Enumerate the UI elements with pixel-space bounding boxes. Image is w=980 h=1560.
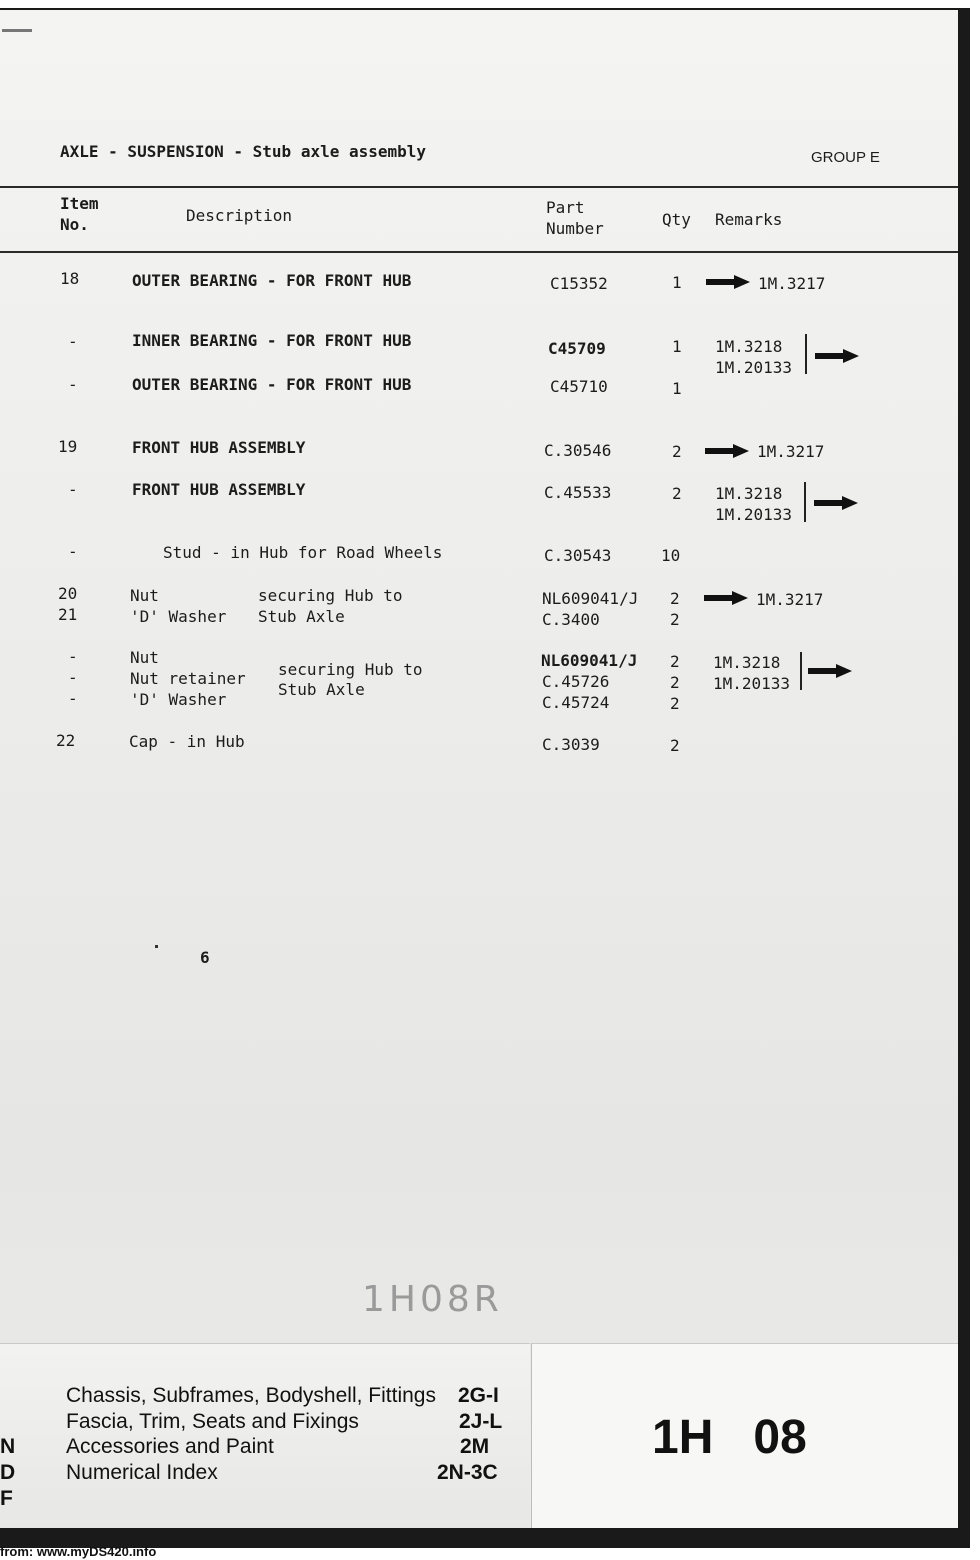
right-arrow-icon — [706, 275, 750, 289]
quantity: 2 — [672, 484, 682, 503]
item-no: - — [68, 689, 78, 708]
item-description: 'D' Washer — [130, 690, 227, 709]
quantity: 2 — [670, 673, 680, 692]
right-arrow-icon — [815, 349, 859, 363]
item-description: Nut — [130, 648, 159, 667]
part-number: C.45726 — [542, 672, 610, 691]
item-description: Nut — [130, 586, 159, 605]
item-no: 19 — [58, 437, 78, 456]
item-no: 20 — [58, 584, 78, 603]
item-description: FRONT HUB ASSEMBLY — [132, 480, 306, 499]
source-credit: from: www.myDS420.info — [0, 1544, 157, 1559]
part-number: NL609041/J — [541, 651, 638, 670]
index-code: 2N-3C — [437, 1461, 498, 1484]
col-description: Description — [186, 206, 292, 225]
stray-dot — [155, 945, 158, 948]
remark-bracket — [800, 652, 802, 690]
part-number: C.45724 — [542, 693, 610, 712]
item-description: Stud - in Hub for Road Wheels — [163, 543, 443, 562]
part-number: NL609041/J — [542, 589, 639, 608]
item-description: OUTER BEARING - FOR FRONT HUB — [132, 271, 412, 290]
item-no: - — [68, 542, 78, 561]
col-qty: Qty — [662, 210, 691, 229]
quantity: 2 — [670, 589, 680, 608]
remark: 1M.3217 — [758, 274, 826, 293]
item-no: - — [68, 480, 78, 499]
margin-letter: D — [0, 1461, 16, 1484]
index-code: 2M — [460, 1435, 490, 1458]
margin-letter: N — [0, 1435, 16, 1458]
remark-to: 1M.20133 — [715, 358, 793, 377]
part-number: C.3400 — [542, 610, 600, 629]
item-no: 22 — [56, 731, 76, 750]
index-label: Chassis, Subframes, Bodyshell, Fittings — [66, 1384, 436, 1407]
remark-from: 1M.3218 — [713, 653, 781, 672]
remark: 1M.3217 — [757, 442, 825, 461]
header-top-rule — [0, 186, 958, 188]
margin-letter: F — [0, 1487, 13, 1510]
item-no: - — [68, 375, 78, 394]
remark-bracket — [805, 334, 807, 374]
index-label: Fascia, Trim, Seats and Fixings — [66, 1410, 359, 1433]
quantity: 2 — [670, 694, 680, 713]
part-number: C.30546 — [544, 441, 612, 460]
index-label: Numerical Index — [66, 1461, 218, 1484]
col-part-line2: Number — [546, 219, 604, 238]
brace-note: securing Hub to — [278, 660, 423, 679]
fiche-number-panel — [531, 1343, 958, 1528]
page-title: AXLE - SUSPENSION - Stub axle assembly — [60, 142, 427, 161]
brace-note: securing Hub to — [258, 586, 403, 605]
remark-bracket — [804, 482, 806, 522]
item-description: FRONT HUB ASSEMBLY — [132, 438, 306, 457]
right-arrow-icon — [814, 496, 858, 510]
remark-from: 1M.3218 — [715, 484, 783, 503]
fiche-index-panel — [0, 1343, 530, 1528]
item-no: 21 — [58, 605, 78, 624]
remark: 1M.3217 — [756, 590, 824, 609]
part-number: C.3039 — [542, 735, 600, 754]
item-description: OUTER BEARING - FOR FRONT HUB — [132, 375, 412, 394]
brace-note: Stub Axle — [278, 680, 365, 699]
quantity: 1 — [672, 379, 682, 398]
col-remarks: Remarks — [715, 210, 783, 229]
part-number: C15352 — [550, 274, 608, 293]
remark-to: 1M.20133 — [715, 505, 793, 524]
item-description: INNER BEARING - FOR FRONT HUB — [132, 331, 412, 350]
remark-to: 1M.20133 — [713, 674, 791, 693]
index-code: 2G-I — [458, 1384, 499, 1407]
group-label: GROUP E — [811, 149, 880, 166]
quantity: 1 — [672, 273, 682, 292]
remark-from: 1M.3218 — [715, 337, 783, 356]
header-bottom-rule — [0, 251, 958, 253]
item-no: - — [68, 647, 78, 666]
item-no: 18 — [60, 269, 80, 288]
right-arrow-icon — [808, 664, 852, 678]
index-code: 2J-L — [459, 1410, 503, 1433]
stray-mark: 6 — [200, 948, 210, 967]
item-no: - — [68, 668, 78, 687]
part-number: C45710 — [550, 377, 608, 396]
parts-catalogue-page — [0, 10, 958, 1528]
item-description: Nut retainer — [130, 669, 246, 688]
fiche-number: 1H 08 — [652, 1411, 807, 1464]
col-item-line1: Item — [60, 194, 99, 213]
part-number: C.30543 — [544, 546, 612, 565]
part-number: C.45533 — [544, 483, 612, 502]
quantity: 10 — [661, 546, 681, 565]
item-description: Cap - in Hub — [129, 732, 245, 751]
corner-mark — [2, 29, 32, 32]
right-arrow-icon — [704, 591, 748, 605]
handwritten-note: 1H08R — [362, 1279, 503, 1320]
quantity: 2 — [670, 652, 680, 671]
quantity: 2 — [670, 610, 680, 629]
quantity: 1 — [672, 337, 682, 356]
col-item-line2: No. — [60, 215, 89, 234]
quantity: 2 — [672, 442, 682, 461]
part-number: C45709 — [548, 339, 606, 358]
col-part-line1: Part — [546, 198, 585, 217]
quantity: 2 — [670, 736, 680, 755]
index-label: Accessories and Paint — [66, 1435, 274, 1458]
brace-note: Stub Axle — [258, 607, 345, 626]
item-no: - — [68, 332, 78, 351]
right-arrow-icon — [705, 444, 749, 458]
item-description: 'D' Washer — [130, 607, 227, 626]
